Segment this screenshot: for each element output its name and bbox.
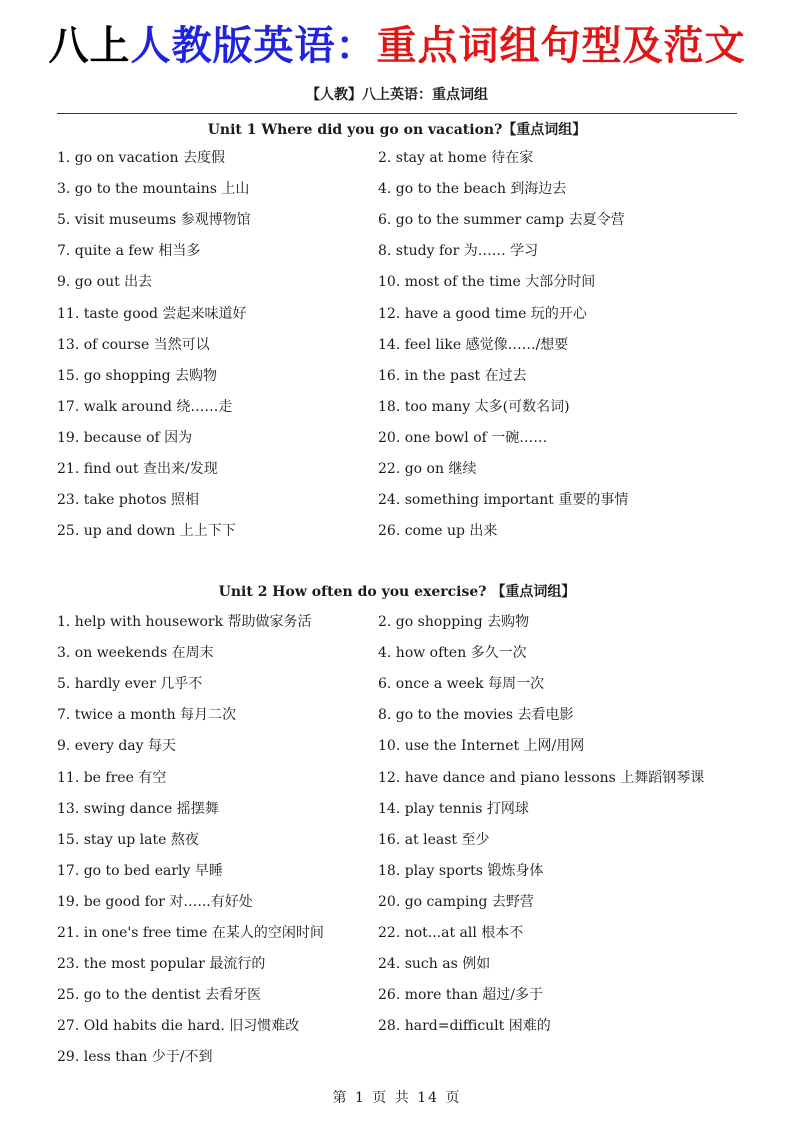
phrase-item: 21. in one's free time 在某人的空闲时间 xyxy=(57,925,324,941)
phrase-item: 20. go camping 去野营 xyxy=(378,893,534,910)
phrase-item: 28. hard=difficult 困难的 xyxy=(378,1018,551,1035)
section-subtitle: 【人教】八上英语：重点词组 xyxy=(306,87,488,103)
phrase-item: 23. take photos 照相 xyxy=(57,492,200,509)
phrase-item: 24. something important 重要的事情 xyxy=(378,492,629,509)
phrase-item: 16. at least 至少 xyxy=(378,831,490,848)
divider xyxy=(57,113,737,114)
unit2-heading: Unit 2 How often do you exercise? 【重点词组】 xyxy=(218,584,576,600)
phrase-item: 9. every day 每天 xyxy=(57,738,177,755)
phrase-item: 25. go to the dentist 去看牙医 xyxy=(57,987,262,1004)
phrase-item: 8. study for 为…… 学习 xyxy=(378,243,539,260)
phrase-item: 12. have dance and piano lessons 上舞蹈钢琴课 xyxy=(378,769,705,786)
phrase-item: 4. go to the beach 到海边去 xyxy=(378,181,567,198)
phrase-item: 26. come up 出来 xyxy=(378,523,498,540)
unit1-heading: Unit 1 Where did you go on vacation?【重点词组】 xyxy=(207,122,587,138)
phrase-item: 1. help with housework 帮助做家务活 xyxy=(57,614,312,630)
title-part-black: 八上 xyxy=(48,23,131,69)
phrase-item: 9. go out 出去 xyxy=(57,274,153,291)
phrase-item: 15. go shopping 去购物 xyxy=(57,367,218,384)
phrase-item: 5. hardly ever 几乎不 xyxy=(57,676,203,693)
phrase-item: 17. go to bed early 早睡 xyxy=(57,862,223,879)
phrase-item: 10. use the Internet 上网/用网 xyxy=(378,738,585,755)
phrase-item: 25. up and down 上上下下 xyxy=(57,523,236,540)
phrase-item: 24. such as 例如 xyxy=(378,956,491,973)
phrase-item: 16. in the past 在过去 xyxy=(378,367,527,384)
phrase-item: 18. play sports 锻炼身体 xyxy=(378,862,544,879)
phrase-item: 2. go shopping 去购物 xyxy=(378,614,530,630)
page-title xyxy=(0,18,794,74)
phrase-item: 21. find out 查出来/发现 xyxy=(57,461,218,477)
phrase-item: 14. play tennis 打网球 xyxy=(378,800,529,817)
phrase-item: 15. stay up late 熬夜 xyxy=(57,831,199,848)
phrase-item: 1. go on vacation 去度假 xyxy=(57,150,225,166)
phrase-item: 22. not...at all 根本不 xyxy=(378,925,524,941)
phrase-item: 11. be free 有空 xyxy=(57,769,167,786)
phrase-item: 12. have a good time 玩的开心 xyxy=(378,305,587,322)
phrase-item: 7. twice a month 每月二次 xyxy=(57,707,237,724)
phrase-item: 26. more than 超过/多于 xyxy=(378,987,544,1004)
page-footer: 第 1 页 共 14 页 xyxy=(332,1090,462,1106)
phrase-item: 10. most of the time 大部分时间 xyxy=(378,274,596,291)
phrase-item: 18. too many 太多(可数名词) xyxy=(378,398,570,415)
phrase-item: 5. visit museums 参观博物馆 xyxy=(57,212,251,229)
phrase-item: 29. less than 少于/不到 xyxy=(57,1049,213,1066)
phrase-item: 7. quite a few 相当多 xyxy=(57,243,201,260)
phrase-item: 14. feel like 感觉像……/想要 xyxy=(378,336,569,353)
phrase-item: 19. be good for 对…...有好处 xyxy=(57,893,253,910)
phrase-item: 22. go on 继续 xyxy=(378,461,477,477)
phrase-item: 17. walk around 绕……走 xyxy=(57,398,233,415)
phrase-item: 23. the most popular 最流行的 xyxy=(57,956,266,973)
phrase-item: 20. one bowl of 一碗…… xyxy=(378,429,548,446)
phrase-item: 13. of course 当然可以 xyxy=(57,336,210,353)
phrase-item: 6. once a week 每周一次 xyxy=(378,676,545,693)
phrase-item: 19. because of 因为 xyxy=(57,429,193,446)
phrase-item: 6. go to the summer camp 去夏令营 xyxy=(378,212,625,229)
phrase-item: 11. taste good 尝起来味道好 xyxy=(57,305,247,322)
title-part-blue: 人教版英语： xyxy=(130,23,377,69)
phrase-item: 3. go to the mountains 上山 xyxy=(57,181,250,198)
phrase-item: 8. go to the movies 去看电影 xyxy=(378,707,574,724)
phrase-item: 4. how often 多久一次 xyxy=(378,645,527,662)
phrase-item: 2. stay at home 待在家 xyxy=(378,150,534,166)
phrase-item: 13. swing dance 摇摆舞 xyxy=(57,800,219,817)
phrase-item: 27. Old habits die hard. 旧习惯难改 xyxy=(57,1018,300,1035)
phrase-item: 3. on weekends 在周末 xyxy=(57,645,214,662)
title-part-red: 重点词组句型及范文 xyxy=(376,23,746,69)
